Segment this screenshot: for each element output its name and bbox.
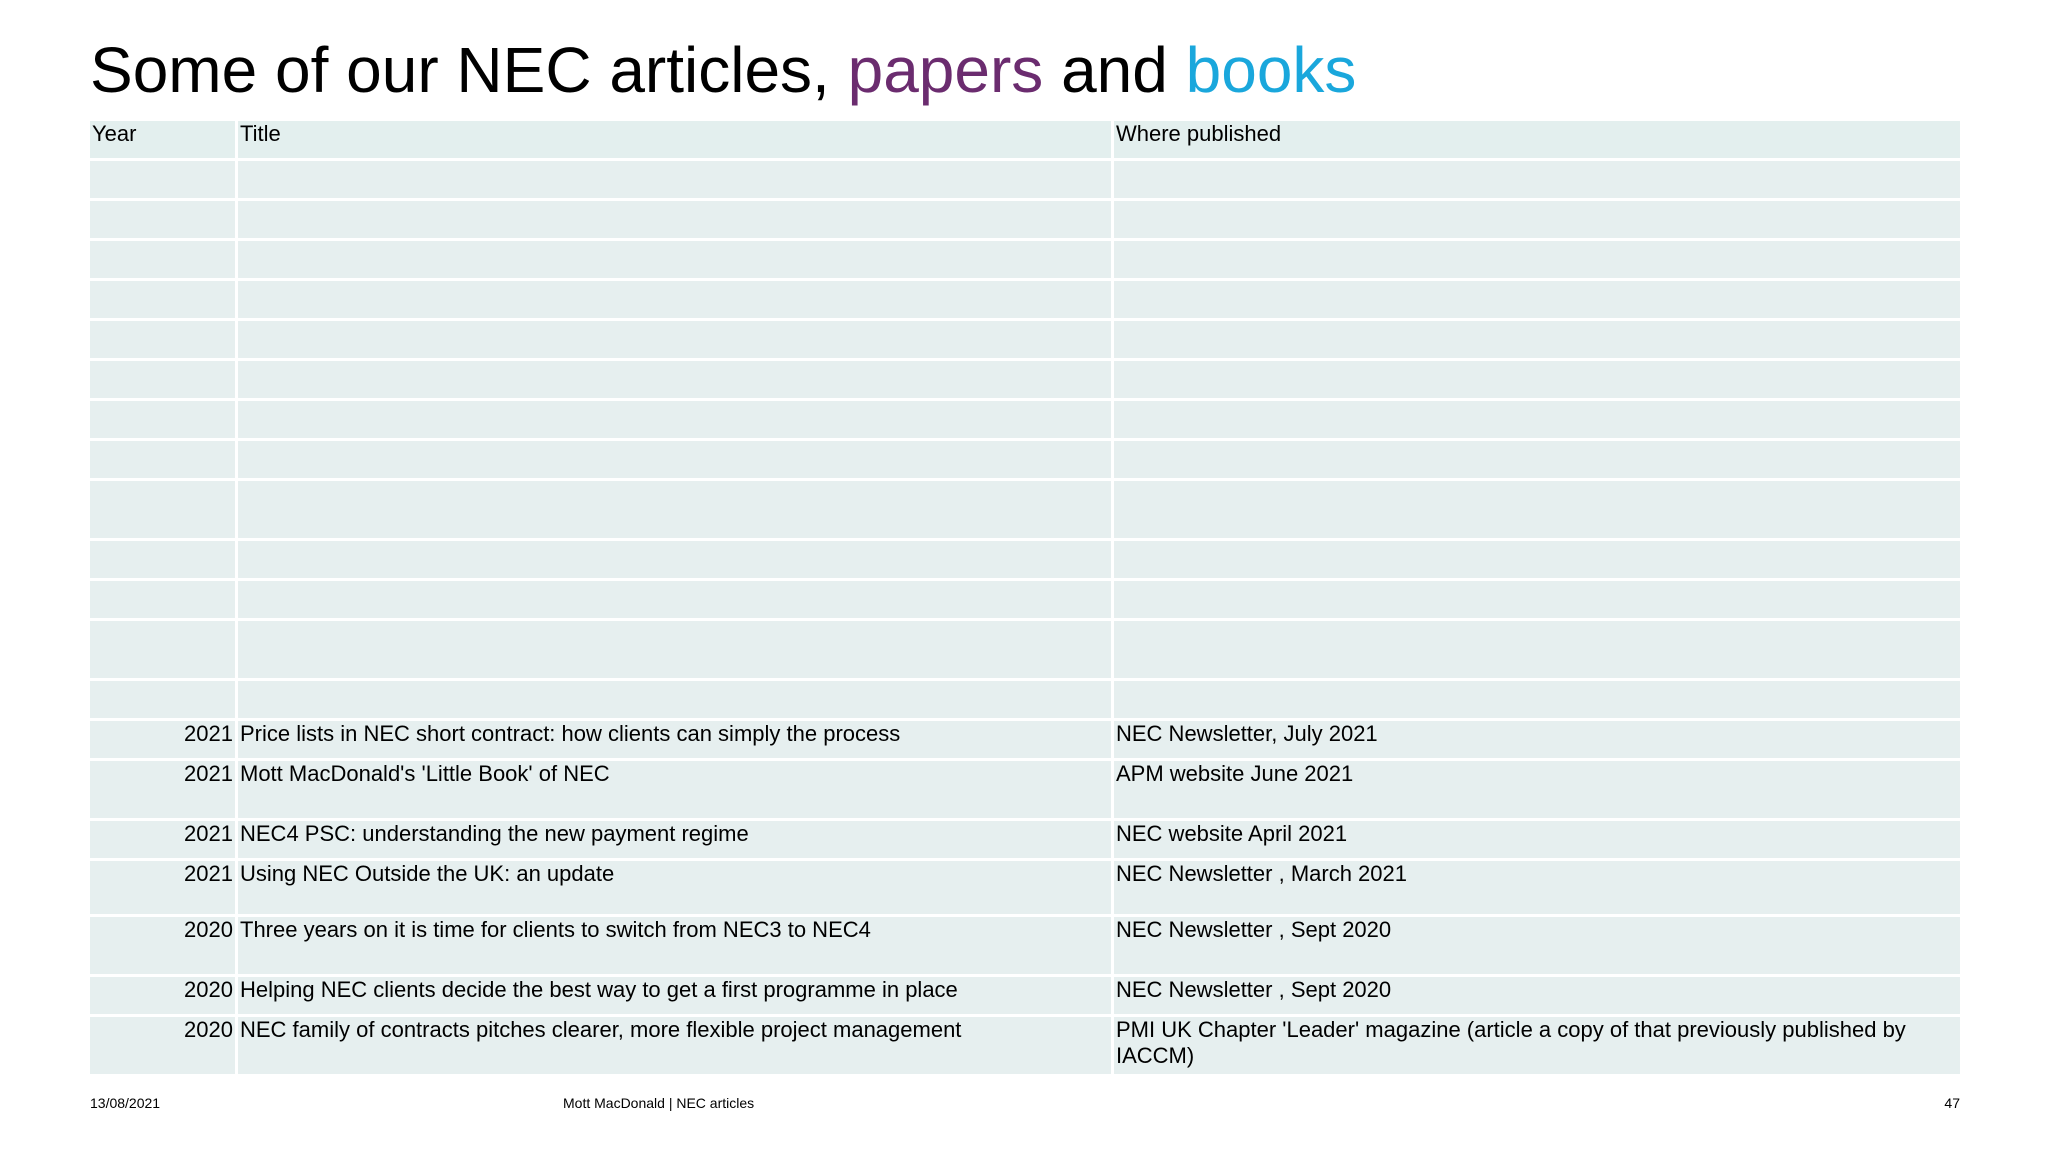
empty-cell-where	[1114, 321, 1960, 361]
empty-cell-where	[1114, 201, 1960, 241]
empty-cell-title	[238, 201, 1114, 241]
row-where-cell: NEC Newsletter, July 2021	[1114, 721, 1960, 761]
slide-title	[90, 30, 1356, 110]
empty-cell-where	[1114, 581, 1960, 621]
row-where-cell: NEC Newsletter , Sept 2020	[1114, 917, 1960, 977]
header-where: Where published	[1114, 121, 1960, 161]
empty-cell-year	[90, 321, 238, 361]
row-title-cell: Three years on it is time for clients to switch from NEC3 to NEC4	[238, 917, 1114, 977]
empty-cell-year	[90, 201, 238, 241]
row-year-cell: 2020	[90, 1017, 238, 1077]
empty-cell-title	[238, 241, 1114, 281]
empty-cell-where	[1114, 481, 1960, 541]
empty-cell-year	[90, 401, 238, 441]
articles-grid	[90, 121, 1960, 1077]
row-title-cell: Using NEC Outside the UK: an update	[238, 861, 1114, 917]
empty-cell-where	[1114, 161, 1960, 201]
empty-cell-where	[1114, 621, 1960, 681]
row-title-cell: NEC family of contracts pitches clearer, more flexible project management	[238, 1017, 1114, 1077]
title-part-1: Some of our NEC articles,	[90, 34, 848, 106]
empty-cell-title	[238, 161, 1114, 201]
row-title-cell: Price lists in NEC short contract: how clients can simply the process	[238, 721, 1114, 761]
empty-cell-title	[238, 401, 1114, 441]
header-year: Year	[90, 121, 238, 161]
empty-cell-title	[238, 441, 1114, 481]
empty-cell-where	[1114, 541, 1960, 581]
row-where-cell: NEC website April 2021	[1114, 821, 1960, 861]
row-where-cell: APM website June 2021	[1114, 761, 1960, 821]
title-part-books: books	[1185, 34, 1357, 106]
empty-cell-year	[90, 161, 238, 201]
row-year-cell: 2020	[90, 917, 238, 977]
row-title-cell: Mott MacDonald's 'Little Book' of NEC	[238, 761, 1114, 821]
empty-cell-title	[238, 321, 1114, 361]
empty-cell-title	[238, 581, 1114, 621]
empty-cell-year	[90, 581, 238, 621]
row-year-cell: 2021	[90, 821, 238, 861]
empty-cell-title	[238, 621, 1114, 681]
articles-table	[90, 121, 1960, 1077]
empty-cell-where	[1114, 361, 1960, 401]
empty-cell-year	[90, 241, 238, 281]
empty-cell-where	[1114, 681, 1960, 721]
empty-cell-title	[238, 281, 1114, 321]
row-year-cell: 2021	[90, 721, 238, 761]
empty-cell-title	[238, 541, 1114, 581]
title-part-3: and	[1043, 34, 1186, 106]
empty-cell-year	[90, 281, 238, 321]
empty-cell-year	[90, 441, 238, 481]
row-year-cell: 2021	[90, 861, 238, 917]
empty-cell-title	[238, 361, 1114, 401]
empty-cell-year	[90, 541, 238, 581]
empty-cell-title	[238, 681, 1114, 721]
row-title-cell: NEC4 PSC: understanding the new payment regime	[238, 821, 1114, 861]
empty-cell-year	[90, 681, 238, 721]
empty-cell-where	[1114, 401, 1960, 441]
footer-date: 13/08/2021	[90, 1095, 161, 1111]
footer-page-number: 47	[1944, 1095, 1960, 1111]
row-where-cell: PMI UK Chapter 'Leader' magazine (article a copy of that previously published by IACCM)	[1114, 1017, 1960, 1077]
header-title: Title	[238, 121, 1114, 161]
row-where-cell: NEC Newsletter , March 2021	[1114, 861, 1960, 917]
row-where-cell: NEC Newsletter , Sept 2020	[1114, 977, 1960, 1017]
row-year-cell: 2021	[90, 761, 238, 821]
empty-cell-year	[90, 361, 238, 401]
empty-cell-year	[90, 481, 238, 541]
empty-cell-title	[238, 481, 1114, 541]
empty-cell-year	[90, 621, 238, 681]
empty-cell-where	[1114, 281, 1960, 321]
row-title-cell: Helping NEC clients decide the best way to get a first programme in place	[238, 977, 1114, 1017]
row-year-cell: 2020	[90, 977, 238, 1017]
footer-center-text: Mott MacDonald | NEC articles	[563, 1095, 755, 1111]
empty-cell-where	[1114, 241, 1960, 281]
empty-cell-where	[1114, 441, 1960, 481]
title-part-papers: papers	[847, 34, 1044, 106]
